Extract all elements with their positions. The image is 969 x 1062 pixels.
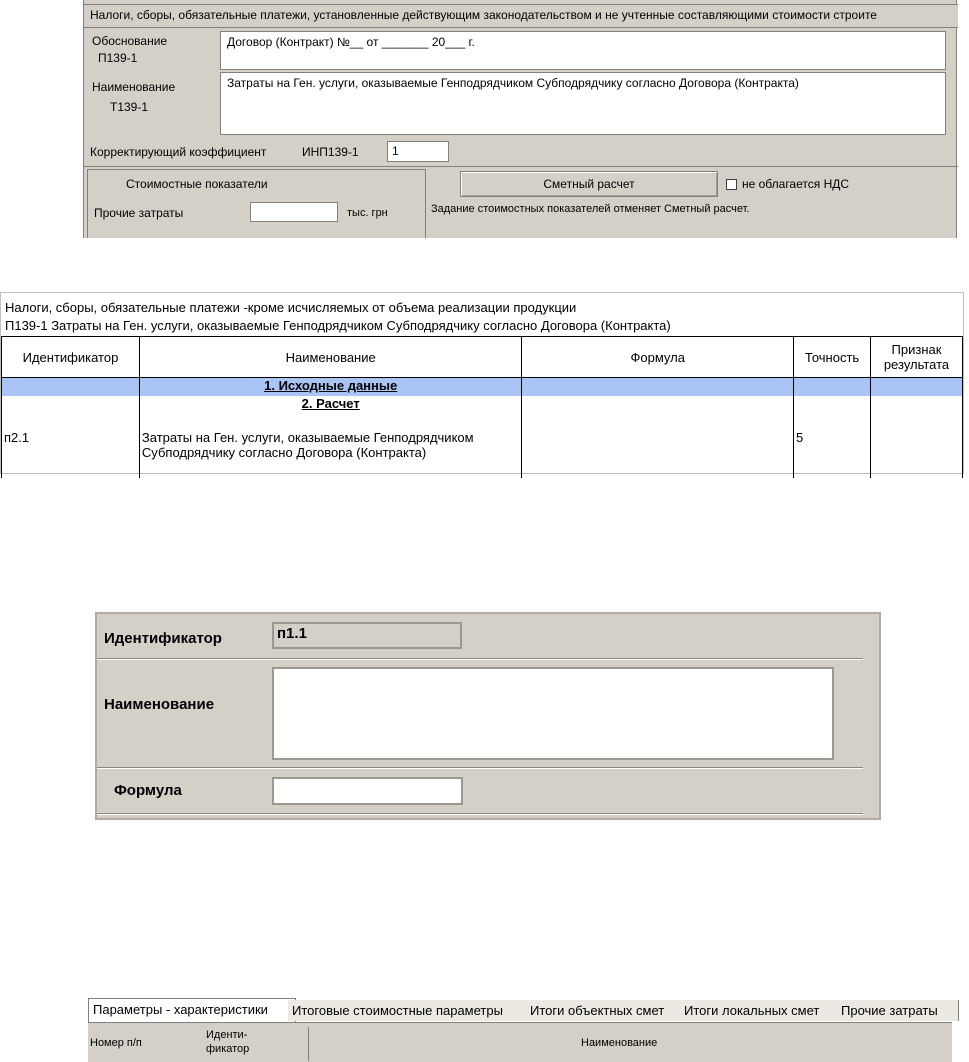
name-label: Наименование	[104, 696, 215, 713]
cost-item-form	[83, 0, 957, 238]
basis-input[interactable]: Договор (Контракт) №__ от _______ 20___ г.	[220, 31, 946, 70]
coef-label: Корректирующий коэффициент	[90, 145, 267, 159]
row-name-line1: Затраты на Ген. услуги, оказываемые Генподрядчиком	[141, 430, 474, 445]
name-textarea[interactable]	[272, 667, 834, 760]
calculation-table	[1, 336, 963, 478]
col-header-id-line2: фикатор	[206, 1043, 250, 1055]
name-input[interactable]: Затраты на Ген. услуги, оказываемые Генподрядчиком Субподрядчику согласно Договора (Контракта)	[220, 72, 946, 135]
col-header-number[interactable]: Номер п/п	[90, 1037, 142, 1049]
row-precision: 5	[794, 414, 871, 478]
tab-parameters[interactable]: Параметры - характеристики	[88, 998, 296, 1023]
section-title-input-data: 1. Исходные данные	[139, 378, 522, 397]
table-row[interactable]	[2, 378, 963, 397]
estimate-note: Задание стоимостных показателей отменяет Сметный расчет.	[431, 203, 750, 215]
table-caption-line2: П139-1 Затраты на Ген. услуги, оказываемые Генподрядчиком Субподрядчику согласно Договора (Контракта)	[5, 318, 671, 333]
column-divider	[308, 1027, 309, 1061]
form-header: Налоги, сборы, обязательные платежи, установленные действующим законодательством и не учтенные составляющими стоимости строите	[84, 4, 958, 28]
tab-object-estimates[interactable]: Итоги объектных смет	[526, 1000, 687, 1021]
id-label: Идентификатор	[104, 630, 222, 647]
col-header-name[interactable]: Наименование	[139, 337, 522, 378]
formula-label: Формула	[114, 782, 182, 799]
cost-indicators-title: Стоимостные показатели	[126, 177, 268, 191]
table-row[interactable]	[2, 414, 963, 478]
calculation-table-panel	[0, 292, 964, 474]
row-name	[139, 414, 522, 478]
row-result-flag	[871, 414, 963, 478]
table-header-row	[2, 337, 963, 378]
col-header-formula[interactable]: Формула	[522, 337, 794, 378]
row-id: п2.1	[2, 414, 140, 478]
params-grid-header	[88, 1022, 952, 1062]
row-formula	[522, 414, 794, 478]
col-header-name[interactable]: Наименование	[581, 1037, 658, 1049]
tab-total-cost-params[interactable]: Итоговые стоимостные параметры	[288, 1000, 533, 1021]
section-title-calculation: 2. Расчет	[139, 396, 522, 414]
col-header-result-flag[interactable]: Признак результата	[871, 337, 963, 378]
formula-input[interactable]	[272, 777, 463, 805]
divider	[97, 767, 863, 769]
table-caption-line1: Налоги, сборы, обязательные платежи -кроме исчисляемых от объема реализации продукции	[5, 300, 577, 315]
basis-label: Обоснование	[92, 34, 168, 48]
tab-local-estimates[interactable]: Итоги локальных смет	[680, 1000, 844, 1021]
id-field[interactable]: п1.1	[272, 622, 462, 649]
parameter-editor	[95, 612, 881, 820]
vat-label: не облагается НДС	[742, 177, 850, 191]
estimate-button[interactable]: Сметный расчет	[460, 171, 718, 197]
coef-code: ИНП139-1	[302, 145, 359, 159]
divider	[97, 813, 863, 815]
other-costs-input[interactable]	[250, 202, 338, 222]
coef-input[interactable]: 1	[387, 141, 449, 162]
other-costs-label: Прочие затраты	[94, 206, 184, 220]
col-header-id-line1: Иденти-	[206, 1029, 248, 1041]
currency-unit: тыс. грн	[347, 207, 388, 219]
basis-code: П139-1	[98, 51, 138, 65]
vat-checkbox[interactable]	[726, 179, 737, 190]
divider	[84, 166, 958, 167]
name-code: Т139-1	[110, 100, 149, 114]
table-row[interactable]	[2, 396, 963, 414]
row-name-line2: Субподрядчику согласно Договора (Контракта)	[141, 445, 427, 460]
name-label: Наименование	[92, 80, 176, 94]
divider	[97, 658, 863, 660]
col-header-id[interactable]: Идентификатор	[2, 337, 140, 378]
tab-other-costs[interactable]: Прочие затраты	[837, 1000, 959, 1021]
tab-bar	[88, 998, 952, 1022]
col-header-precision[interactable]: Точность	[794, 337, 871, 378]
